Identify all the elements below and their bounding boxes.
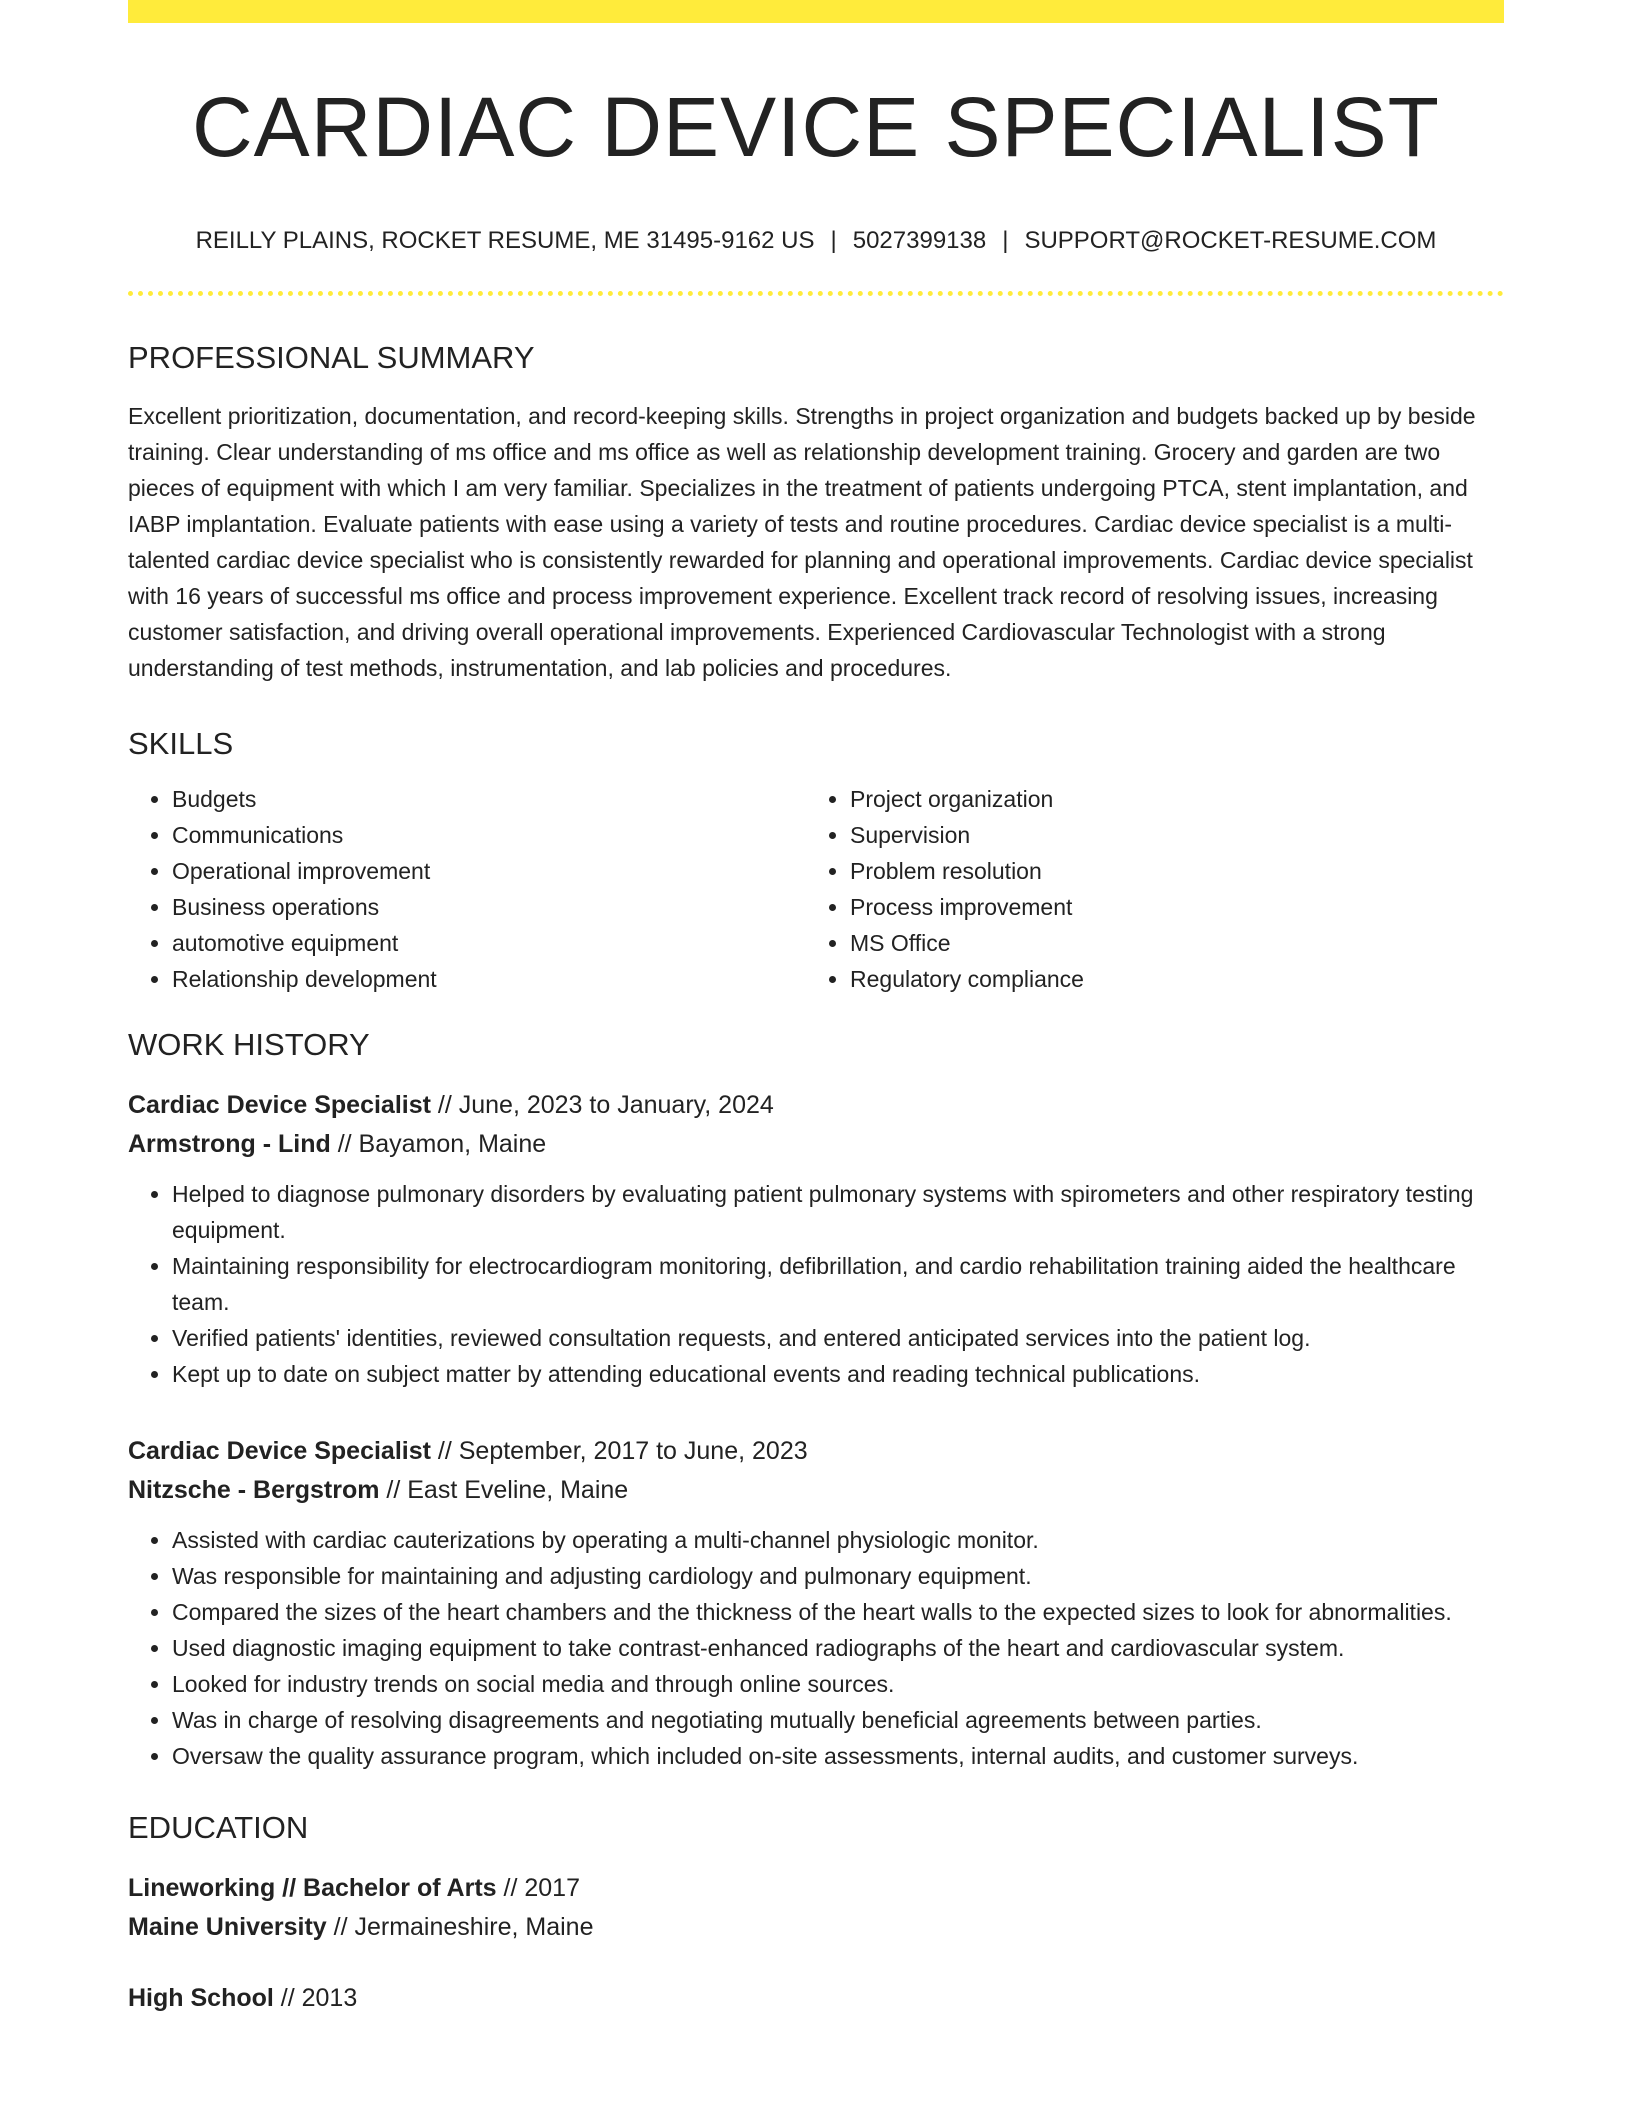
skill-item: • Supervision: [850, 817, 1484, 853]
skill-item: • Regulatory compliance: [850, 961, 1484, 997]
job-entry: [128, 1086, 1504, 1392]
education-school-line: [128, 1908, 1504, 1947]
job-bullets: [128, 1522, 1504, 1774]
skill-item: • Project organization: [850, 781, 1484, 817]
job-bullet: • Compared the sizes of the heart chambers and the thickness of the heart walls to the expected sizes to look for abnormalities.: [172, 1594, 1504, 1630]
job-bullet: • Kept up to date on subject matter by attending educational events and reading technical publications.: [172, 1356, 1504, 1392]
skill-item: • Relationship development: [172, 961, 806, 997]
job-dates: // September, 2017 to June, 2023: [437, 1437, 808, 1465]
skills-list: [128, 781, 1504, 997]
job-company-line: [128, 1471, 1504, 1510]
skill-item: • Problem resolution: [850, 853, 1484, 889]
skill-item: • Communications: [172, 817, 806, 853]
education-degree-line: [128, 1979, 1504, 2018]
contact-email: SUPPORT@ROCKET-RESUME.COM: [1024, 227, 1437, 254]
job-company-line: [128, 1125, 1504, 1164]
skills-heading: SKILLS: [128, 726, 234, 761]
education-heading: EDUCATION: [128, 1810, 309, 1845]
education-school: Maine University: [128, 1913, 327, 1941]
education-year: // 2013: [280, 1984, 358, 2012]
skills-column-right: [806, 781, 1484, 997]
job-bullet: • Oversaw the quality assurance program, which included on-site assessments, internal audits, and customer surveys.: [172, 1738, 1504, 1774]
skill-item: • Budgets: [172, 781, 806, 817]
resume-title: CARDIAC DEVICE SPECIALIST: [192, 80, 1440, 174]
education-year: // 2017: [503, 1874, 580, 1902]
dotted-divider: [128, 291, 1504, 296]
skill-item: • Business operations: [172, 889, 806, 925]
education-entry: [128, 1869, 1504, 1947]
job-bullet: • Assisted with cardiac cauterizations by operating a multi-channel physiologic monitor.: [172, 1522, 1504, 1558]
job-title-line: [128, 1086, 1504, 1125]
skill-item: • Process improvement: [850, 889, 1484, 925]
job-dates: // June, 2023 to January, 2024: [437, 1091, 774, 1119]
education-degree-line: [128, 1869, 1504, 1908]
job-bullet: • Helped to diagnose pulmonary disorders by evaluating patient pulmonary systems with spirometers and other respiratory testing equipment.: [172, 1176, 1504, 1248]
job-title-line: [128, 1432, 1504, 1471]
job-bullet: • Maintaining responsibility for electrocardiogram monitoring, defibrillation, and cardio rehabilitation training aided the healthcare team.: [172, 1248, 1504, 1320]
resume-page: [128, 0, 1504, 2018]
job-bullet: • Used diagnostic imaging equipment to take contrast-enhanced radiographs of the heart and cardiovascular system.: [172, 1630, 1504, 1666]
contact-phone: 5027399138: [852, 227, 987, 254]
job-location: // East Eveline, Maine: [386, 1476, 629, 1504]
education-degree: Lineworking // Bachelor of Arts: [128, 1874, 497, 1902]
job-location: // Bayamon, Maine: [337, 1130, 547, 1158]
skill-item: • automotive equipment: [172, 925, 806, 961]
job-company: Nitzsche - Bergstrom: [128, 1476, 380, 1504]
contact-separator: |: [1002, 227, 1009, 254]
contact-line: [128, 229, 1504, 253]
job-bullets: [128, 1176, 1504, 1392]
job-title: Cardiac Device Specialist: [128, 1091, 431, 1119]
job-title: Cardiac Device Specialist: [128, 1437, 431, 1465]
skill-item: • Operational improvement: [172, 853, 806, 889]
job-bullet: • Looked for industry trends on social media and through online sources.: [172, 1666, 1504, 1702]
job-bullet: • Was in charge of resolving disagreements and negotiating mutually beneficial agreements between parties.: [172, 1702, 1504, 1738]
education-entry: [128, 1979, 1504, 2018]
contact-separator: |: [830, 227, 837, 254]
contact-address: REILLY PLAINS, ROCKET RESUME, ME 31495-9162 US: [195, 227, 815, 254]
job-bullet: • Verified patients' identities, reviewed consultation requests, and entered anticipated services into the patient log.: [172, 1320, 1504, 1356]
job-entry: [128, 1432, 1504, 1774]
accent-bar: [128, 0, 1504, 23]
education-location: // Jermaineshire, Maine: [333, 1913, 594, 1941]
job-bullet: • Was responsible for maintaining and adjusting cardiology and pulmonary equipment.: [172, 1558, 1504, 1594]
work-history-heading: WORK HISTORY: [128, 1027, 370, 1062]
education-degree: High School: [128, 1984, 274, 2012]
summary-text: Excellent prioritization, documentation, and record-keeping skills. Strengths in project organization and budgets backed up by beside training. Clear understanding of ms office and ms office as well as relationship development training. Grocery and garden are two pieces of equipment with which I am very familiar. Specializes in the treatment of patients undergoing PTCA, stent implantation, and IABP implantation. Evaluate patients with ease using a variety of tests and routine procedures. Cardiac device specialist is a multi-talented cardiac device specialist who is consistently rewarded for planning and operational improvements. Cardiac device specialist with 16 years of successful ms office and process improvement experience. Excellent track record of resolving issues, increasing customer satisfaction, and driving overall operational improvements. Experienced Cardiovascular Technologist with a strong understanding of test methods, instrumentation, and lab policies and procedures.: [128, 403, 1476, 681]
summary-heading: PROFESSIONAL SUMMARY: [128, 340, 535, 375]
skill-item: • MS Office: [850, 925, 1484, 961]
skills-column-left: [128, 781, 806, 997]
job-company: Armstrong - Lind: [128, 1130, 331, 1158]
